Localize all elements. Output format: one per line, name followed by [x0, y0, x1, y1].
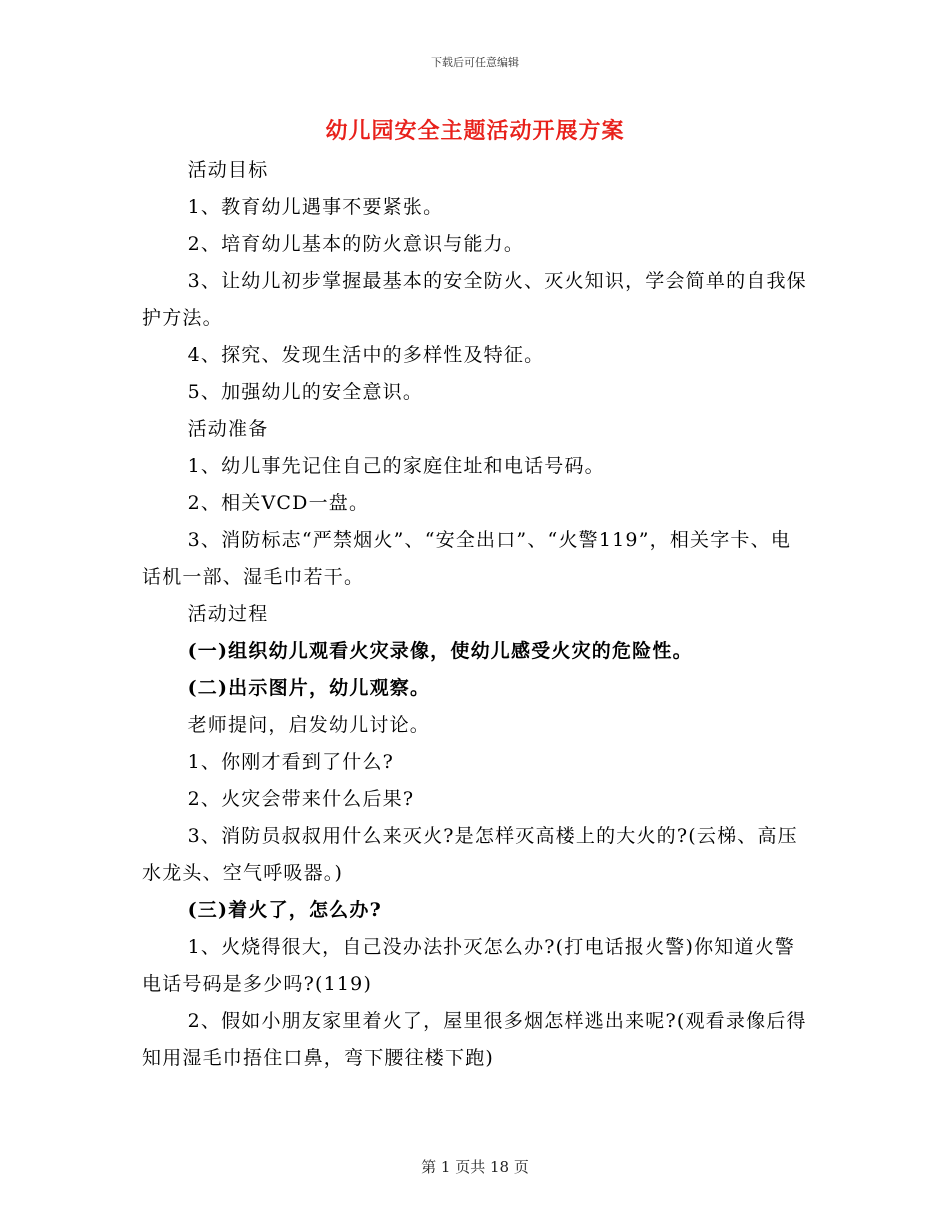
paragraph-goal-1: 1、教育幼儿遇事不要紧张。	[187, 196, 444, 218]
header-note: 下载后可任意编辑	[431, 56, 519, 69]
page-number-footer: 第 1 页共 18 页	[421, 1158, 529, 1176]
paragraph-step-1: (一)组织幼儿观看火灾录像，使幼儿感受火灾的危险性。	[187, 640, 693, 662]
paragraph-process-heading: 活动过程	[187, 603, 269, 625]
paragraph-question-1: 1、你刚才看到了什么?	[187, 751, 395, 773]
paragraph-prep-3: 3、消防标志“严禁烟火”、“安全出口”、“火警119”，相关字卡、电话机一部、湿毛巾若干。	[142, 529, 792, 588]
paragraph-fire-1: 1、火烧得很大，自己没办法扑灭怎么办?(打电话报火警)你知道火警电话号码是多少吗?(119)	[142, 936, 796, 995]
paragraph-step-2: (二)出示图片，幼儿观察。	[187, 677, 431, 699]
paragraph-prep-1: 1、幼儿事先记住自己的家庭住址和电话号码。	[187, 455, 605, 477]
document-title: 幼儿园安全主题活动开展方案	[325, 118, 625, 144]
paragraph-prep-2: 2、相关VCD一盘。	[187, 492, 370, 514]
paragraph-question-3: 3、消防员叔叔用什么来灭火?是怎样灭高楼上的大火的?(云梯、高压水龙头、空气呼吸器。)	[142, 825, 798, 884]
paragraph-step-3: (三)着火了，怎么办?	[187, 899, 382, 921]
document-body	[142, 152, 808, 1077]
paragraph-goal-4: 4、探究、发现生活中的多样性及特征。	[187, 344, 545, 366]
paragraph-teacher-question: 老师提问，启发幼儿讨论。	[187, 714, 430, 736]
paragraph-goal-3: 3、让幼儿初步掌握最基本的安全防火、灭火知识，学会简单的自我保护方法。	[142, 270, 807, 329]
paragraph-goal-5: 5、加强幼儿的安全意识。	[187, 381, 424, 403]
paragraph-fire-2: 2、假如小朋友家里着火了，屋里很多烟怎样逃出来呢?(观看录像后得知用湿毛巾捂住口鼻，弯下腰往楼下跑)	[142, 1010, 807, 1069]
paragraph-question-2: 2、火灾会带来什么后果?	[187, 788, 415, 810]
paragraph-goal-2: 2、培育幼儿基本的防火意识与能力。	[187, 233, 525, 255]
paragraph-prep-heading: 活动准备	[187, 418, 269, 440]
paragraph-goal-heading: 活动目标	[187, 159, 269, 181]
